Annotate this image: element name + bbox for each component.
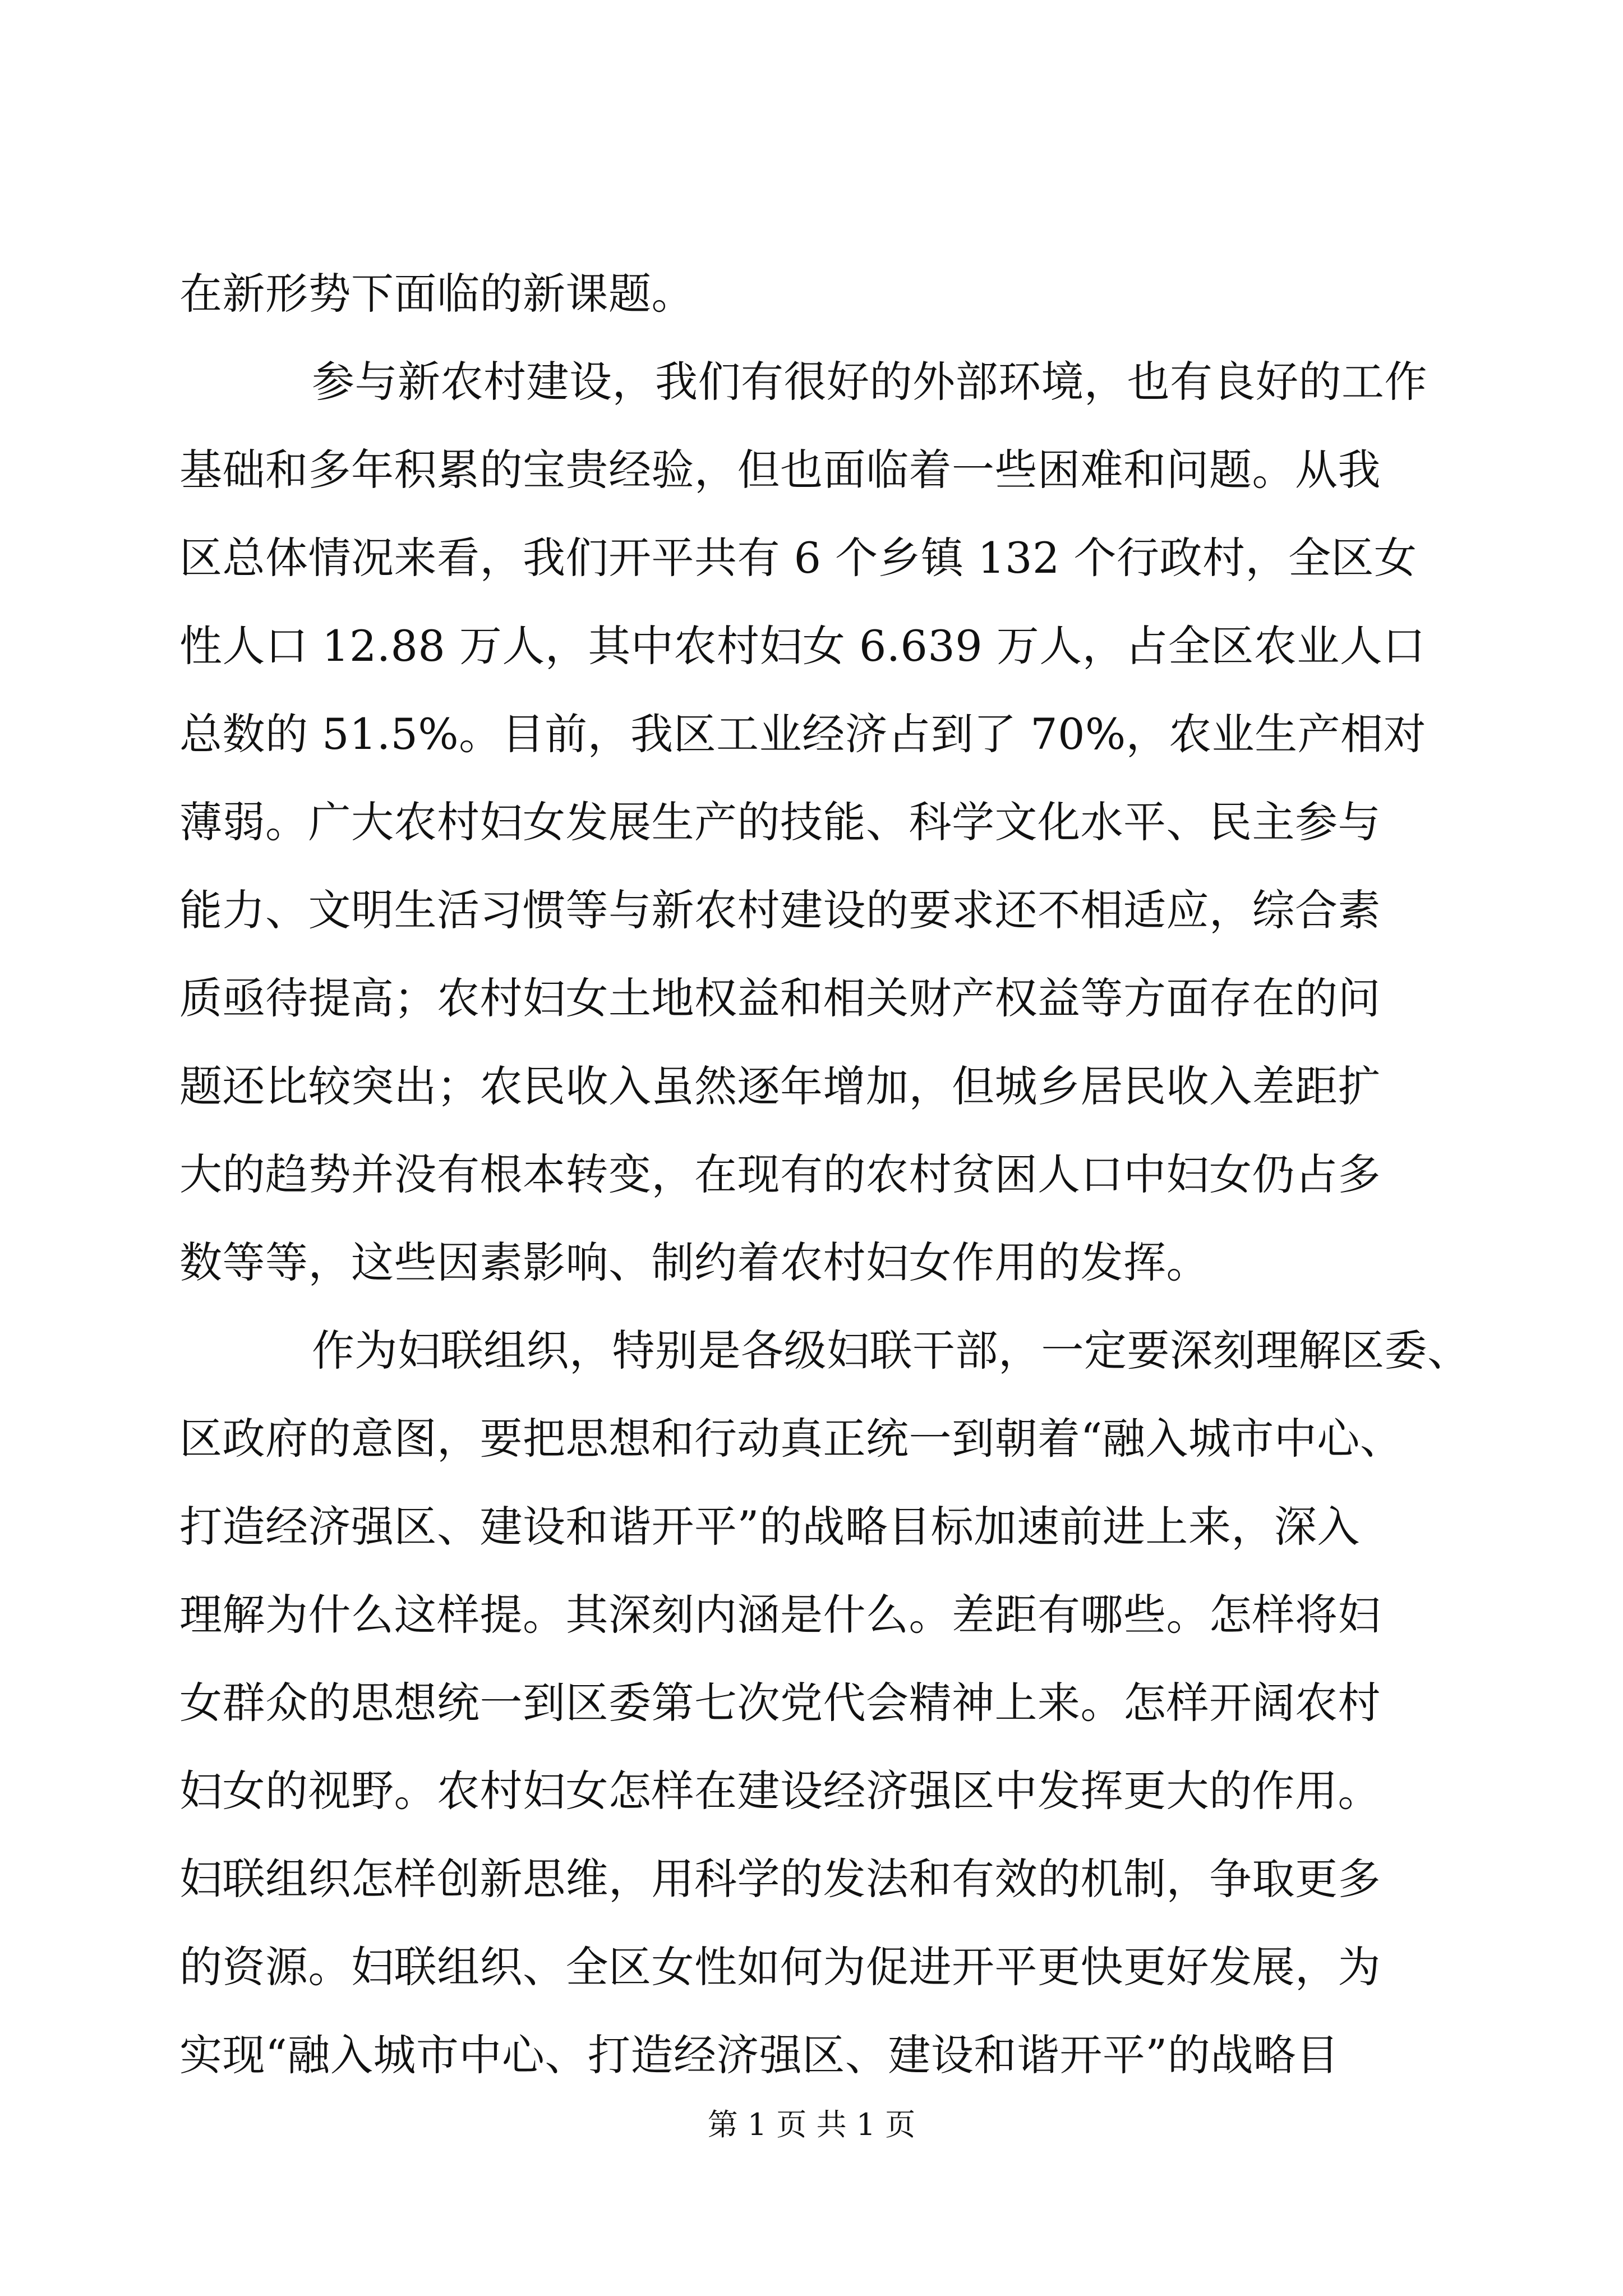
text-line: 性人口 12.88 万人，其中农村妇女 6.639 万人，占全区农业人口 (179, 621, 1426, 671)
text-line: 在新形势下面临的新课题。 (179, 269, 694, 319)
text-line: 女群众的思想统一到区委第七次党代会精神上来。怎样开阔农村 (179, 1678, 1381, 1728)
text-line: 区政府的意图，要把思想和行动真正统一到朝着“融入城市中心、 (179, 1414, 1403, 1464)
text-line: 总数的 51.5%。目前，我区工业经济占到了 70%，农业生产相对 (179, 709, 1427, 759)
text-line: 基础和多年积累的宝贵经验，但也面临着一些困难和问题。从我 (179, 445, 1381, 495)
text-line: 大的趋势并没有根本转变，在现有的农村贫困人口中妇女仍占多 (179, 1149, 1381, 1199)
text-line: 质亟待提高；农村妇女土地权益和相关财产权益等方面存在的问 (179, 973, 1381, 1023)
text-line: 的资源。妇联组织、全区女性如何为促进开平更快更好发展，为 (179, 1942, 1381, 1992)
text-line: 妇女的视野。农村妇女怎样在建设经济强区中发挥更大的作用。 (179, 1766, 1381, 1816)
text-line: 能力、文明生活习惯等与新农村建设的要求还不相适应，综合素 (179, 885, 1381, 935)
text-line: 数等等，这些因素影响、制约着农村妇女作用的发挥。 (179, 1237, 1209, 1287)
text-line: 题还比较突出；农民收入虽然逐年增加，但城乡居民收入差距扩 (179, 1061, 1381, 1111)
paragraph-start-line: 作为妇联组织，特别是各级妇联干部，一定要深刻理解区委、 (312, 1326, 1470, 1375)
document-body (179, 250, 1470, 2099)
text-line: 实现“融入城市中心、打造经济强区、建设和谐开平”的战略目 (179, 2030, 1339, 2080)
text-line: 妇联组织怎样创新思维，用科学的发法和有效的机制，争取更多 (179, 1854, 1381, 1904)
text-line: 区总体情况来看，我们开平共有 6 个乡镇 132 个行政村，全区女 (179, 533, 1417, 583)
page-number-footer: 第 1 页 共 1 页 (707, 2107, 916, 2142)
text-line: 理解为什么这样提。其深刻内涵是什么。差距有哪些。怎样将妇 (179, 1590, 1381, 1640)
text-line: 打造经济强区、建设和谐开平”的战略目标加速前进上来，深入 (179, 1502, 1360, 1552)
paragraph-start-line: 参与新农村建设，我们有很好的外部环境，也有良好的工作 (312, 357, 1427, 407)
text-line: 薄弱。广大农村妇女发展生产的技能、科学文化水平、民主参与 (179, 797, 1381, 847)
